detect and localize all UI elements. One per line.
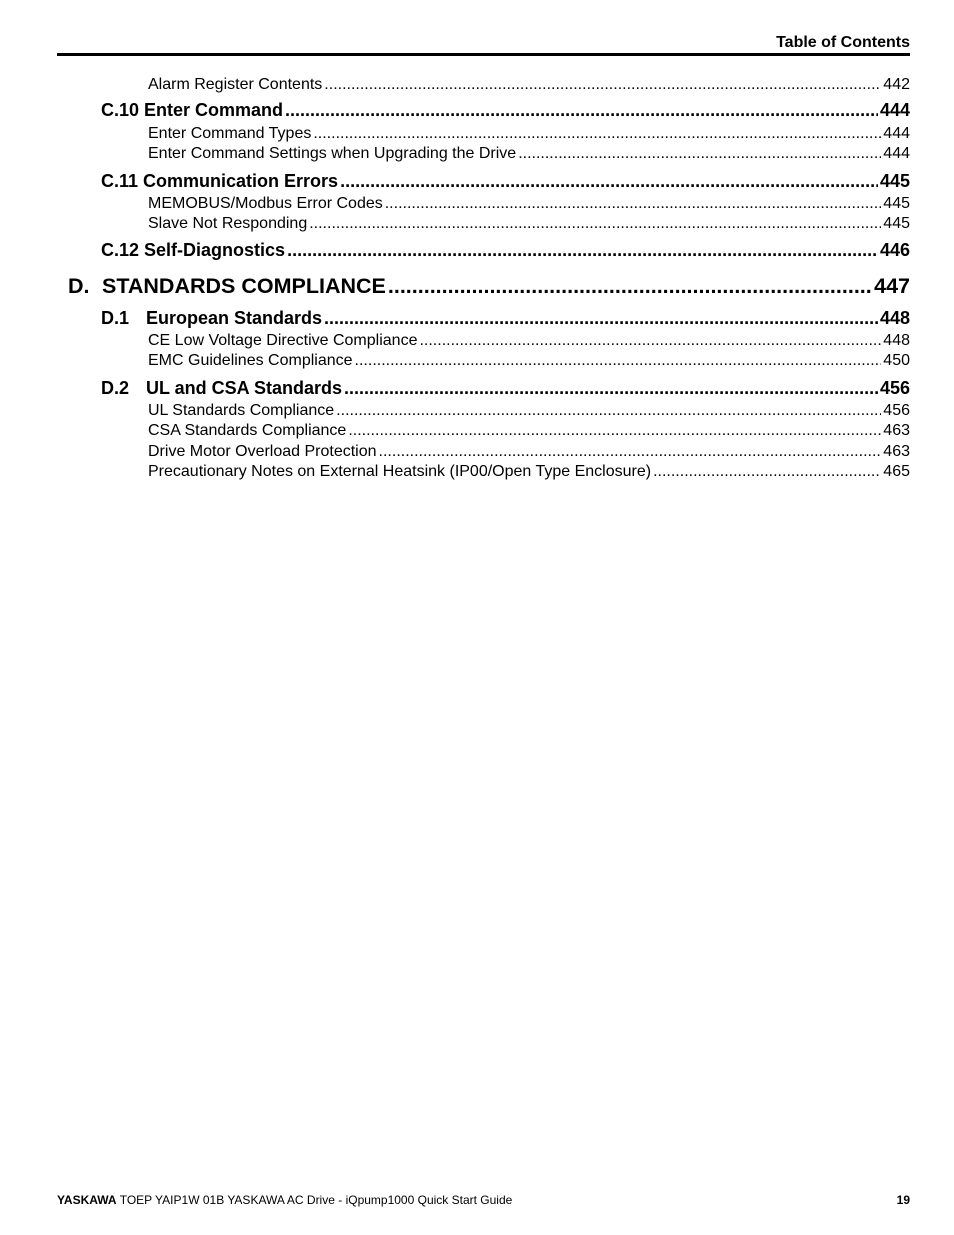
toc-entry[interactable] xyxy=(101,308,910,329)
toc-entry-text: Alarm Register Contents xyxy=(148,76,323,93)
toc-entry-text: European Standards xyxy=(146,308,323,328)
toc-entry[interactable] xyxy=(148,195,910,213)
toc-entry-text: UL and CSA Standards xyxy=(146,378,343,398)
toc-entry-label xyxy=(101,308,322,329)
toc-entry-page: 444 xyxy=(883,145,910,162)
toc-entry-label xyxy=(148,463,651,481)
toc-entry-text: STANDARDS COMPLIANCE xyxy=(102,274,386,298)
toc-entry-label xyxy=(148,422,346,440)
toc-entry-label xyxy=(148,352,353,370)
footer-page-number: 19 xyxy=(896,1193,910,1207)
toc-entry-text: Enter Command Types xyxy=(148,125,312,142)
toc-entry-label xyxy=(101,378,342,399)
toc-entry-page: 463 xyxy=(883,422,910,439)
dot-leader xyxy=(324,76,881,94)
dot-leader xyxy=(385,195,882,213)
toc-entry-label xyxy=(101,171,338,192)
dot-leader xyxy=(324,308,878,329)
toc-entry[interactable] xyxy=(101,100,910,121)
toc-entry-page: 445 xyxy=(883,215,910,232)
toc-entry-number: D.1 xyxy=(101,308,130,328)
toc-entry-text: CSA Standards Compliance xyxy=(148,422,347,439)
toc-entry-text: C.12 Self-Diagnostics xyxy=(101,240,286,260)
toc-entry-label xyxy=(101,100,283,121)
toc-entry-page: 442 xyxy=(883,76,910,93)
toc-entry-page: 456 xyxy=(879,378,910,398)
toc-entry[interactable] xyxy=(148,463,910,481)
dot-leader xyxy=(355,352,882,370)
toc-entry[interactable] xyxy=(148,215,910,233)
toc-entry[interactable] xyxy=(148,332,910,350)
footer-doc-title: TOEP YAIP1W 01B YASKAWA AC Drive - iQpump1000 Quick Start Guide xyxy=(119,1193,513,1207)
toc-entry-label xyxy=(148,145,516,163)
toc-entry[interactable] xyxy=(148,352,910,370)
dot-leader xyxy=(419,332,881,350)
toc-entry[interactable] xyxy=(148,76,910,94)
toc-entry[interactable] xyxy=(101,171,910,192)
dot-leader xyxy=(287,240,878,261)
page-header-title: Table of Contents xyxy=(776,34,910,51)
toc-entry-text: Enter Command Settings when Upgrading the Drive xyxy=(148,145,517,162)
toc-entry[interactable] xyxy=(101,240,910,261)
page-footer xyxy=(57,1193,910,1207)
toc-entry-page: 445 xyxy=(883,195,910,212)
toc-entry-text: EMC Guidelines Compliance xyxy=(148,352,353,369)
toc-entry-label xyxy=(148,215,307,233)
toc-entry-page: 463 xyxy=(883,443,910,460)
toc-entry-text: C.10 Enter Command xyxy=(101,100,284,120)
toc-entry-label xyxy=(101,240,285,261)
toc-entry-page: 445 xyxy=(879,171,910,191)
toc-entry-page: 444 xyxy=(879,100,910,120)
toc-entry[interactable] xyxy=(148,145,910,163)
dot-leader xyxy=(336,402,881,420)
toc-entry-label xyxy=(148,332,417,350)
toc-entry-label xyxy=(148,443,377,461)
toc-entry-label xyxy=(148,195,383,213)
toc-entry[interactable] xyxy=(68,274,910,299)
toc-entry-page: 444 xyxy=(883,125,910,142)
toc-entry-page: 447 xyxy=(874,274,910,298)
toc-entry-label xyxy=(148,76,322,94)
toc-entry-text: CE Low Voltage Directive Compliance xyxy=(148,332,418,349)
toc-entry-number: D. xyxy=(68,274,90,298)
toc-entry-page: 448 xyxy=(883,332,910,349)
toc-entry-page: 448 xyxy=(879,308,910,328)
dot-leader xyxy=(348,422,881,440)
toc-entry-page: 450 xyxy=(883,352,910,369)
footer-brand: YASKAWA xyxy=(57,1193,117,1207)
dot-leader xyxy=(388,274,872,299)
toc-entry-label xyxy=(148,402,334,420)
toc-entry-label xyxy=(148,125,311,143)
toc-entry-page: 465 xyxy=(883,463,910,480)
toc-entry[interactable] xyxy=(148,443,910,461)
toc-entry[interactable] xyxy=(148,402,910,420)
toc-entry-text: MEMOBUS/Modbus Error Codes xyxy=(148,195,383,212)
dot-leader xyxy=(309,215,881,233)
dot-leader xyxy=(285,100,878,121)
header-rule xyxy=(57,53,910,56)
toc-entry[interactable] xyxy=(101,378,910,399)
toc-entry[interactable] xyxy=(148,422,910,440)
toc-entry-page: 456 xyxy=(883,402,910,419)
toc-entry-label xyxy=(68,274,386,299)
toc-entry-text: C.11 Communication Errors xyxy=(101,171,339,191)
footer-doc-line xyxy=(57,1193,512,1207)
toc-entry[interactable] xyxy=(148,125,910,143)
dot-leader xyxy=(344,378,878,399)
toc-entry-text: Slave Not Responding xyxy=(148,215,308,232)
toc-entry-text: Drive Motor Overload Protection xyxy=(148,443,377,460)
dot-leader xyxy=(313,125,881,143)
toc-entry-text: UL Standards Compliance xyxy=(148,402,335,419)
toc-entry-text: Precautionary Notes on External Heatsink (IP00/Open Type Enclosure) xyxy=(148,463,652,480)
toc-entry-page: 446 xyxy=(879,240,910,260)
dot-leader xyxy=(379,443,882,461)
dot-leader xyxy=(653,463,881,481)
dot-leader xyxy=(518,145,881,163)
dot-leader xyxy=(340,171,878,192)
toc-entry-number: D.2 xyxy=(101,378,130,398)
